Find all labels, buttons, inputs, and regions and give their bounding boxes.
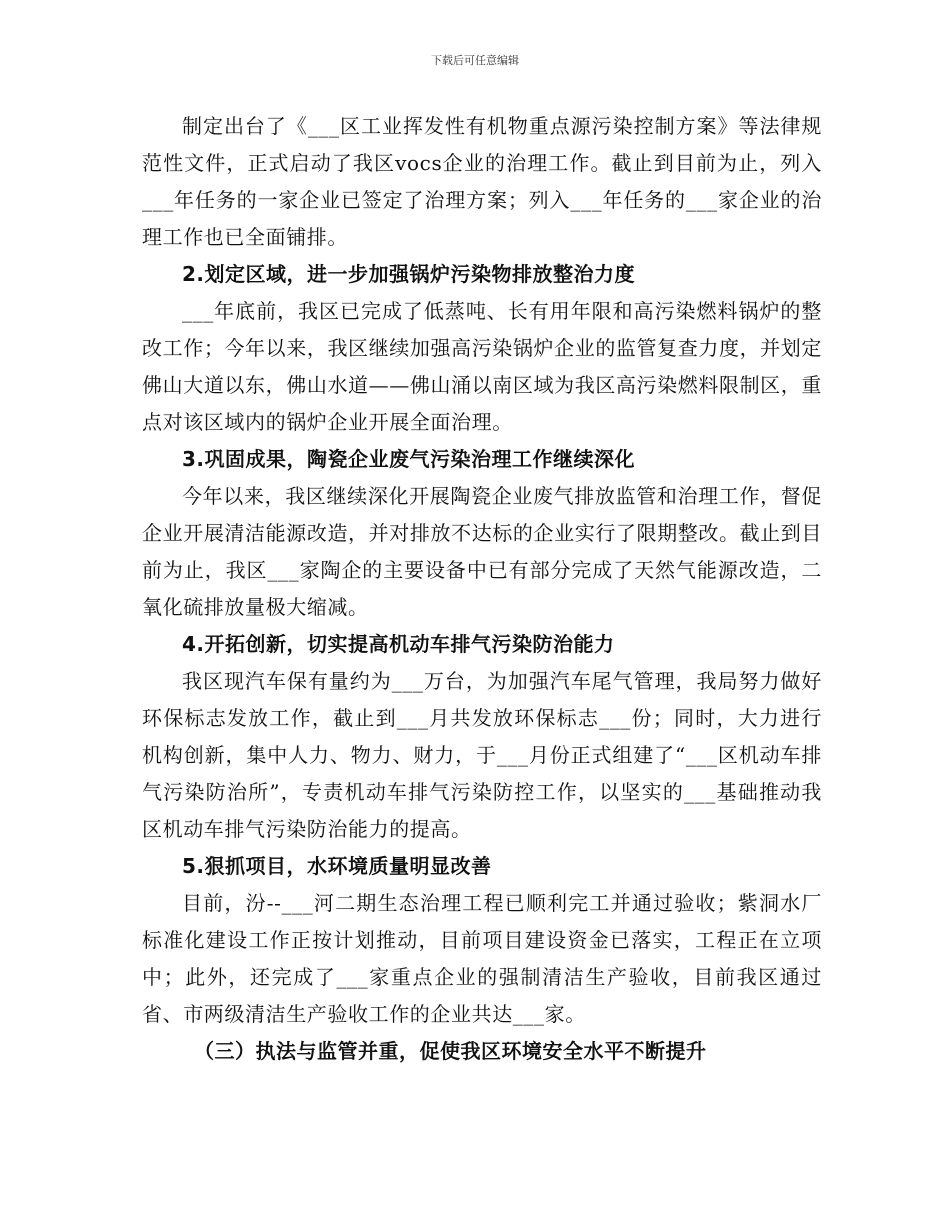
paragraph-regulations: 制定出台了《___区工业挥发性有机物重点源污染控制方案》等法律规范性文件，正式启动了我区vocs企业的治理工作。截止到目前为止，列入___年任务的一家企业已签定了治理方案；列入___年任务的___家企业的治理工作也已全面铺排。 (142, 114, 822, 249)
paragraph-vehicles: 我区现汽车保有量约为___万台，为加强汽车尾气管理，我局努力做好环保标志发放工作，截止到___月共发放环保标志___份；同时，大力进行机构创新，集中人力、物力、财力，于___月份正式组建了“___区机动车排气污染防治所”，专责机动车排气污染防控工作，以坚实的___基础推动我区机动车排气污染防治能力的提高。 (142, 669, 822, 841)
section-heading-boiler: 2.划定区域，进一步加强锅炉污染物排放整治力度 (182, 262, 636, 286)
paragraph-water: 目前，汾--___河二期生态治理工程已顺利完工并通过验收；紫洞水厂标准化建设工作正按计划推动，目前项目建设资金已落实，工程正在立项中；此外，还完成了___家重点企业的强制清洁生产验收，目前我区通过省、市两级清洁生产验收工作的企业共达___家。 (142, 891, 822, 1026)
section-heading-enforcement: （三）执法与监管并重，促使我区环境安全水平不断提升 (194, 1039, 707, 1063)
section-heading-water: 5.狠抓项目，水环境质量明显改善 (182, 854, 492, 878)
section-heading-ceramics: 3.巩固成果，陶瓷企业废气污染治理工作继续深化 (182, 447, 636, 471)
paragraph-boiler: ___年底前，我区已完成了低蒸吨、长有用年限和高污染燃料锅炉的整改工作；今年以来，我区继续加强高污染锅炉企业的监管复查力度，并划定佛山大道以东，佛山水道——佛山涌以南区域为我区高污染燃料限制区，重点对该区域内的锅炉企业开展全面治理。 (142, 299, 822, 434)
paragraph-ceramics: 今年以来，我区继续深化开展陶瓷企业废气排放监管和治理工作，督促企业开展清洁能源改造，并对排放不达标的企业实行了限期整改。截止到目前为止，我区___家陶企的主要设备中已有部分完成了天然气能源改造，二氧化硫排放量极大缩减。 (142, 484, 822, 619)
document-body (142, 108, 822, 1070)
page-header-note: 下载后可任意编辑 (431, 54, 519, 67)
section-heading-vehicles: 4.开拓创新，切实提高机动车排气污染防治能力 (182, 632, 615, 656)
